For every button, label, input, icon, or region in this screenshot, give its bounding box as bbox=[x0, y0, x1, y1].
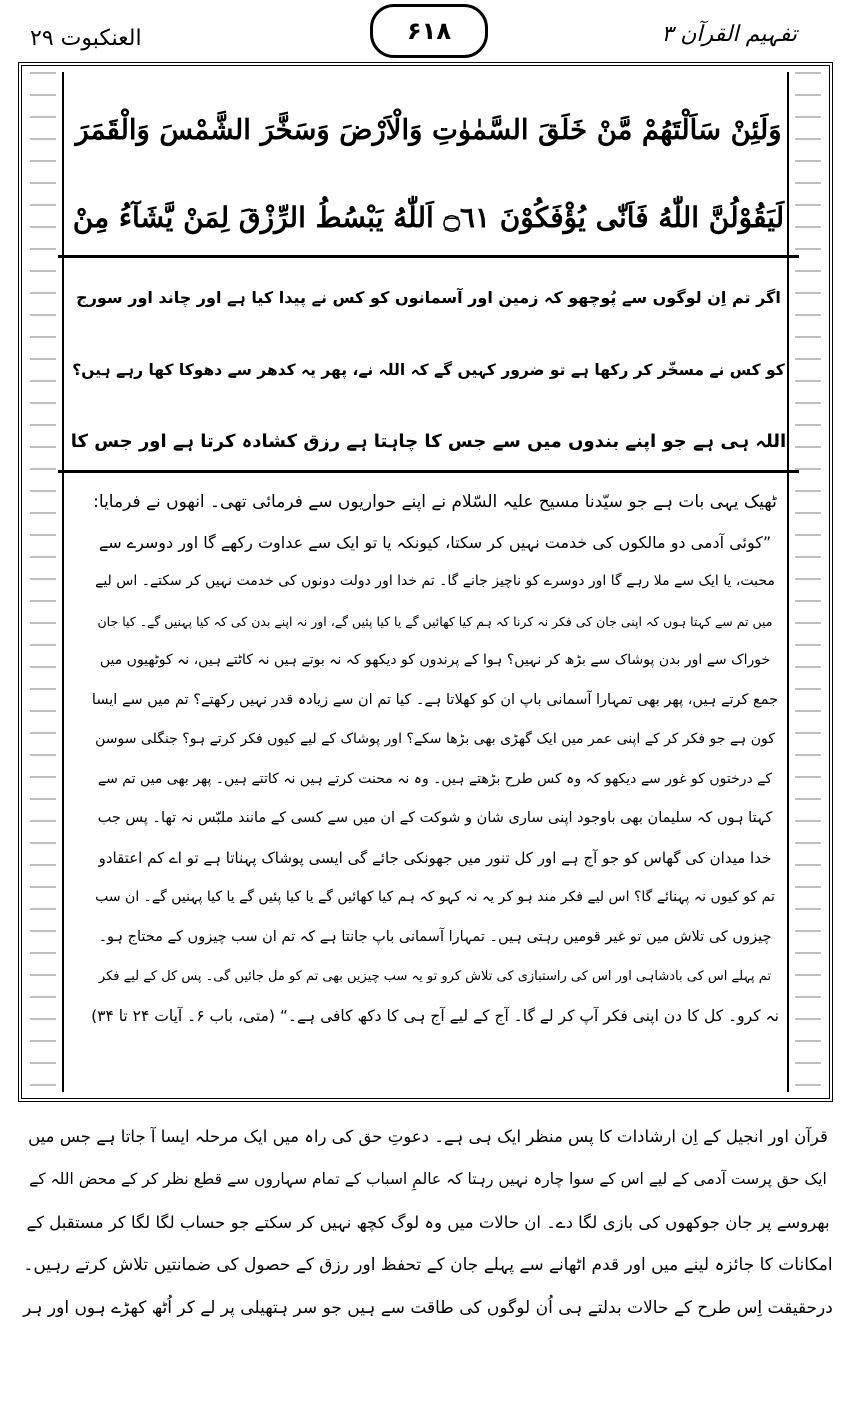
footnote-line: کے درختوں کو غور سے دیکھو کہ وہ کس طرح بڑھتے ہیں۔ وہ نہ محنت کرتے ہیں نہ کاتتے ہیں۔ پھر بھی میں تم سے bbox=[97, 770, 773, 787]
commentary-line: درحقیقت اِس طرح کے حالات بدلتے ہی اُن لوگوں کی طاقت سے ہیں جو سر ہتھیلی پر لے کر اُٹھ کھڑے ہوں اور ہر bbox=[23, 1298, 833, 1318]
translation-line: اگر تم اِن لوگوں سے پُوچھو کہ زمین اور آسمانوں کو کس نے پیدا کیا ہے اور چاند اور سورج bbox=[76, 288, 781, 307]
quran-arabic-text bbox=[70, 86, 787, 262]
footnote-line: چیزوں کی تلاش میں تو غیر قومیں رہتی ہیں۔ تمہارا آسمانی باپ جانتا ہے کہ تم ان سب چیزوں کے محتاج ہو۔ bbox=[98, 928, 772, 945]
arabic-line: وَلَئِنْ سَاَلْتَهُمْ مَّنْ خَلَقَ السَّمٰوٰتِ وَالْاَرْضَ وَسَخَّرَ الشَّمْسَ وَالْقَمَرَ bbox=[75, 114, 782, 146]
frame-ornament-right bbox=[795, 72, 821, 1092]
footnote-line: تم کو کیوں نہ پہنائے گا؟ اس لیے فکر مند ہو کر یہ نہ کہو کہ ہم کیا کھائیں گے یا کیا پئیں گے یا کیا پہنیں گے۔ ان سب bbox=[95, 889, 775, 905]
commentary-line: ایک حق پرست آدمی کے لیے اس کے سوا چارہ نہیں رہتا کہ عالمِ اسباب کے تمام سہاروں سے قطع نظر کر کے محض اللہ کے bbox=[29, 1170, 827, 1188]
footnote-line: ٹھیک یہی بات ہے جو سیّدنا مسیح علیہ السّلام نے اپنے حواریوں سے فرمائی تھی۔ انھوں نے فرمایا: bbox=[93, 492, 777, 512]
surah-running-title: العنکبوت ۲۹ bbox=[30, 26, 142, 51]
arabic-line: لَيَقُوْلُنَّ اللّٰهُ فَاَنّٰى يُؤْفَكُوْنَ ۝٦١ اَللّٰهُ يَبْسُطُ الرِّزْقَ لِمَنْ يَّشَآءُ مِنْ bbox=[72, 201, 785, 234]
footnote-line: کہتا ہوں کہ سلیمان بھی باوجود اپنی ساری شان و شوکت کے ان میں سے کسی کے مانند ملبّس نہ تھا۔ پس جب bbox=[97, 810, 773, 826]
footnote-line: میں تم سے کہتا ہوں کہ اپنی جان کی فکر نہ کرنا کہ ہم کیا کھائیں گے یا کیا پئیں گے، اور نہ اپنے بدن کی کہ کیا پہنیں گے۔ کیا جان bbox=[97, 613, 773, 629]
translation-line: کو کس نے مسخّر کر رکھا ہے تو ضرور کہیں گے کہ اللہ نے، پھر یہ کدھر سے دھوکا کھا رہے ہیں؟ bbox=[72, 361, 785, 379]
page-number: ۶۱۸ bbox=[370, 4, 488, 58]
commentary-line: بھروسے پر جان جوکھوں کی بازی لگا دے۔ ان حالات میں وہ لوگ کچھ نہیں کر سکتے جو حساب لگا لگا کر مستقبل کے bbox=[26, 1213, 830, 1232]
footnote-line: تم پہلے اس کی بادشاہی اور اس کی راستبازی کی تلاش کرو تو یہ سب چیزیں بھی تم کو مل جائیں گی۔ پس کل کے لیے فکر bbox=[98, 969, 772, 984]
book-running-title: تفہیم القرآن ۳ bbox=[661, 22, 797, 47]
footnote-quote bbox=[90, 483, 780, 1036]
section-divider bbox=[58, 255, 799, 258]
commentary-line: قرآن اور انجیل کے اِن ارشادات کا پس منظر ایک ہی ہے۔ دعوتِ حق کی راہ میں ایک مرحلہ ایسا آ جاتا ہے جس میں bbox=[28, 1127, 828, 1146]
footnote-line: جمع کرتے ہیں، پھر بھی تمہارا آسمانی باپ ان کو کھلاتا ہے۔ کیا تم ان سے زیادہ قدر نہیں رکھتے؟ تم میں سے ایسا bbox=[91, 691, 779, 708]
frame-ornament-left bbox=[30, 72, 56, 1092]
footnote-line: محبت، یا ایک سے ملا رہے گا اور دوسرے کو ناچیز جانے گا۔ تم خدا اور دولت دونوں کی خدمت نہیں کر سکتے۔ اس لیے bbox=[95, 573, 775, 589]
footnote-line: ”کوئی آدمی دو مالکوں کی خدمت نہیں کر سکتا، کیونکہ یا تو ایک سے عداوت رکھے گا اور دوسرے سے bbox=[98, 532, 772, 552]
footnote-line: کون ہے جو فکر کر کے اپنی عمر میں ایک گھڑی بھی بڑھا سکے؟ اور پوشاک کے لیے کیوں فکر کرتے ہو؟ جنگلی سوسن bbox=[95, 731, 775, 747]
page-header bbox=[0, 0, 857, 62]
urdu-translation bbox=[70, 262, 787, 478]
section-divider bbox=[58, 470, 799, 473]
footnote-commentary bbox=[18, 1115, 838, 1330]
commentary-line: امکانات کا جائزہ لینے میں اور قدم اٹھانے سے پہلے جان کے تحفظ اور رزق کے حصول کی ضمانتیں تلاش کرتے رہیں۔ bbox=[23, 1255, 833, 1275]
footnote-line: خدا میدان کی گھاس کو جو آج ہے اور کل تنور میں جھونکی جائے گی ایسی پوشاک پہناتا ہے تو اے کم اعتقادو bbox=[98, 848, 772, 867]
footnote-line: نہ کرو۔ کل کا دن اپنی فکر آپ کر لے گا۔ آج کے لیے آج ہی کا دکھ کافی ہے۔“ (متی، باب ۶۔ آیات ۲۴ تا ۳۴) bbox=[91, 1006, 779, 1025]
translation-line: اللہ ہی ہے جو اپنے بندوں میں سے جس کا چاہتا ہے رزق کشادہ کرتا ہے اور جس کا bbox=[70, 431, 787, 452]
footnote-line: خوراک سے اور بدن پوشاک سے بڑھ کر نہیں؟ ہوا کے پرندوں کو دیکھو کہ نہ بوتے ہیں نہ کاٹتے ہیں، نہ کوٹھیوں میں bbox=[99, 652, 771, 668]
